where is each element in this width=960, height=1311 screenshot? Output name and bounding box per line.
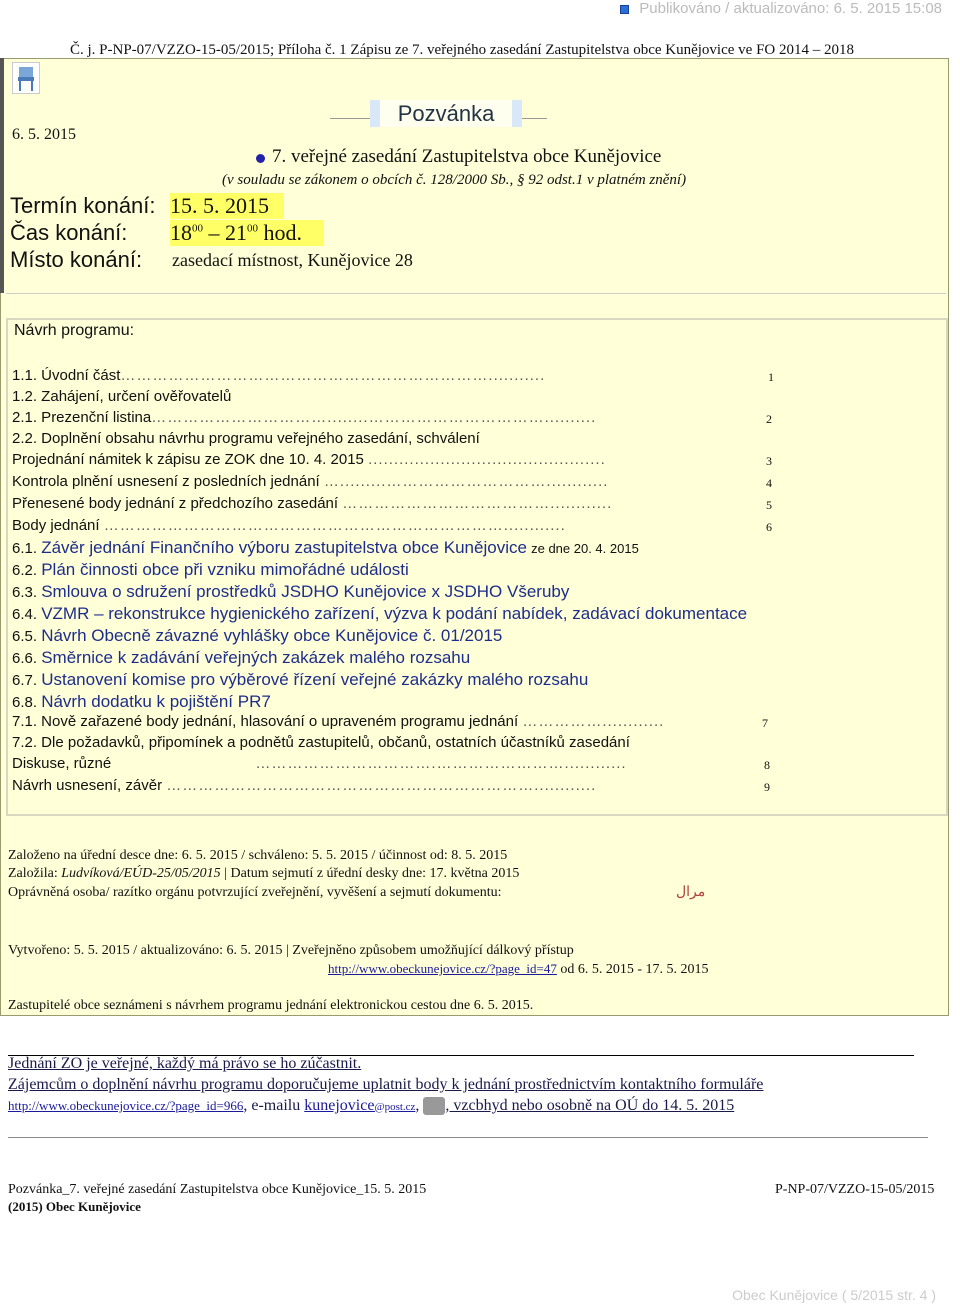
sub-item: 6.8. Návrh dodatku k pojištění PR7 (12, 692, 271, 711)
place-label: Místo konání: (10, 247, 143, 272)
bullet-icon (256, 154, 265, 163)
footer-created: Vytvořeno: 5. 5. 2015 / aktualizováno: 6. 5. 2015 | Zveřejněno způsobem umožňující dálkový přístup (8, 943, 574, 958)
form-link[interactable]: http://www.obeckunejovice.cz/?page_id=966 (8, 1098, 244, 1113)
sub-item: 6.2. Plán činnosti obce při vzniku mimořádné události (12, 560, 409, 579)
sub-item: 6.6. Směrnice k zadávání veřejných zakázek malého rozsahu (12, 648, 471, 667)
program-item: Kontrola plnění usnesení z posledních jednání ….........…………………………............ (12, 473, 609, 490)
divider (8, 1137, 928, 1138)
invite-title: Pozvánka (370, 100, 522, 127)
program-item: 1.2. Zahájení, určení ověřovatelů (12, 388, 232, 405)
program-item: 2.1. Prezenční listina……………………………........…………………………….......... (12, 409, 597, 426)
chair-icon (12, 62, 40, 94)
program-item: 2.2. Doplnění obsahu návrhu programu veřejného zasedání, schválení (12, 430, 480, 447)
notice-form: Zájemcům o doplnění návrhu programu doporučujeme uplatnit body k jednání prostřednictvím kontaktního formuláře (8, 1076, 764, 1093)
term-label: Termín konání: (10, 193, 156, 218)
footer-authorized: Oprávněná osoba/ razítko orgánu potvrzující zveřejnění, vyvěšení a sejmutí dokumentu: (8, 885, 502, 900)
page-number: 6 (766, 520, 772, 534)
program-item: Projednání námitek k zápisu ze ZOK dne 10. 4. 2015 .............................................. (12, 451, 606, 468)
page-number: 5 (766, 498, 772, 512)
document-reference: Č. j. P-NP-07/VZZO-15-05/2015; Příloha č. 1 Zápisu ze 7. veřejného zasedání Zastupitelstva obce Kunějovice ve FO 2014 – 2018 (70, 42, 854, 58)
program-item: Návrh usnesení, závěr ……………………………………………………………............ (12, 777, 597, 794)
sub-item: 6.5. Návrh Obecně závazné vyhlášky obce Kunějovice č. 01/2015 (12, 626, 503, 645)
invite-date: 6. 5. 2015 (12, 126, 76, 143)
footer-notice: Zastupitelé obce seznámeni s návrhem programu jednání elektronickou cestou dne 6. 5. 2015. (8, 998, 534, 1013)
separator (6, 293, 946, 294)
page-number: 1 (768, 370, 774, 384)
meeting-title: 7. veřejné zasedání Zastupitelstva obce Kunějovice (272, 146, 662, 167)
left-accent-bar (0, 58, 4, 293)
bottom-owner: (2015) Obec Kunějovice (8, 1199, 141, 1214)
program-item: Diskuse, různé …………………………….……………………............ (12, 755, 627, 772)
page-number: 4 (766, 476, 772, 490)
bottom-title: Pozvánka_7. veřejné zasedání Zastupitelstva obce Kunějovice_15. 5. 2015 (8, 1182, 427, 1197)
page-number: 3 (766, 454, 772, 468)
footer-author: Založila: Ludvíková/EÚD-25/05/2015 | Datum sejmutí z úřední desky dne: 17. května 2015 (8, 866, 520, 881)
page-number: 9 (764, 780, 770, 794)
email-link[interactable]: kunejovice@post.cz (304, 1097, 416, 1114)
time-label: Čas konání: (10, 220, 128, 245)
program-item: 7.1. Nově zařazené body jednání, hlasování o upraveném programu jednání ……………............ (12, 713, 665, 730)
program-item: Body jednání …………………………………………………………………............ (12, 517, 566, 534)
page-number: 7 (762, 716, 768, 730)
notice-contacts: http://www.obeckunejovice.cz/?page_id=966, e-mailu kunejovice@post.cz, , vzcbhyd nebo osobně na OÚ do 14. 5. 2015 (8, 1097, 735, 1114)
page-number: 2 (766, 412, 772, 426)
program-item: 1.1. Úvodní část……………………………………………………………........... (12, 367, 546, 384)
program-item: 7.2. Dle požadavků, připomínek a podnětů zastupitelů, občanů, ostatních účastníků zasedání (12, 734, 630, 751)
title-left-line (330, 118, 370, 119)
bottom-reference: P-NP-07/VZZO-15-05/2015 (775, 1182, 935, 1197)
page-number: 8 (764, 758, 770, 772)
page-footer: Obec Kunějovice ( 5/2015 str. 4 ) (732, 1287, 936, 1303)
notice-public: Jednání ZO je veřejné, každý má právo se ho zúčastnit. (8, 1055, 362, 1072)
published-status: Publikováno / aktualizováno: 6. 5. 2015 15:08 (620, 0, 942, 17)
sub-item: 6.4. VZMR – rekonstrukce hygienického zařízení, výzva k podání nabídek, zadávací dokumentace (12, 604, 748, 623)
signature: مرال (676, 885, 706, 900)
footer-dates: Založeno na úřední desce dne: 6. 5. 2015 / schváleno: 5. 5. 2015 / účinnost od: 8. 5. 2015 (8, 848, 508, 863)
page-link[interactable]: http://www.obeckunejovice.cz/?page_id=47 (328, 961, 557, 976)
time-value: $18^{00} - 21^{00}$ hod. (170, 220, 324, 246)
sub-item: 6.3. Smlouva o sdružení prostředků JSDHO Kunějovice x JSDHO Všeruby (12, 582, 570, 601)
sub-item: 6.7. Ustanovení komise pro výběrové řízení veřejné zakázky malého rozsahu (12, 670, 589, 689)
program-heading: Návrh programu: (14, 322, 135, 339)
program-item: Přenesené body jednání z předchozího zasedání …………………………………............ (12, 495, 613, 512)
sub-item: 6.1. Závěr jednání Finančního výboru zastupitelstva obce Kunějovice ze dne 20. 4. 2015 (12, 538, 639, 557)
law-reference: (v souladu se zákonem o obcích č. 128/2000 Sb., § 92 odst.1 v platném znění) (222, 172, 687, 188)
datove-schranky-icon (423, 1097, 445, 1115)
term-value: 15. 5. 2015 (170, 193, 284, 219)
status-square-icon (620, 5, 629, 14)
place-value: zasedací místnost, Kunějovice 28 (172, 250, 413, 270)
footer-link-line: http://www.obeckunejovice.cz/?page_id=47 od 6. 5. 2015 - 17. 5. 2015 (328, 961, 709, 977)
